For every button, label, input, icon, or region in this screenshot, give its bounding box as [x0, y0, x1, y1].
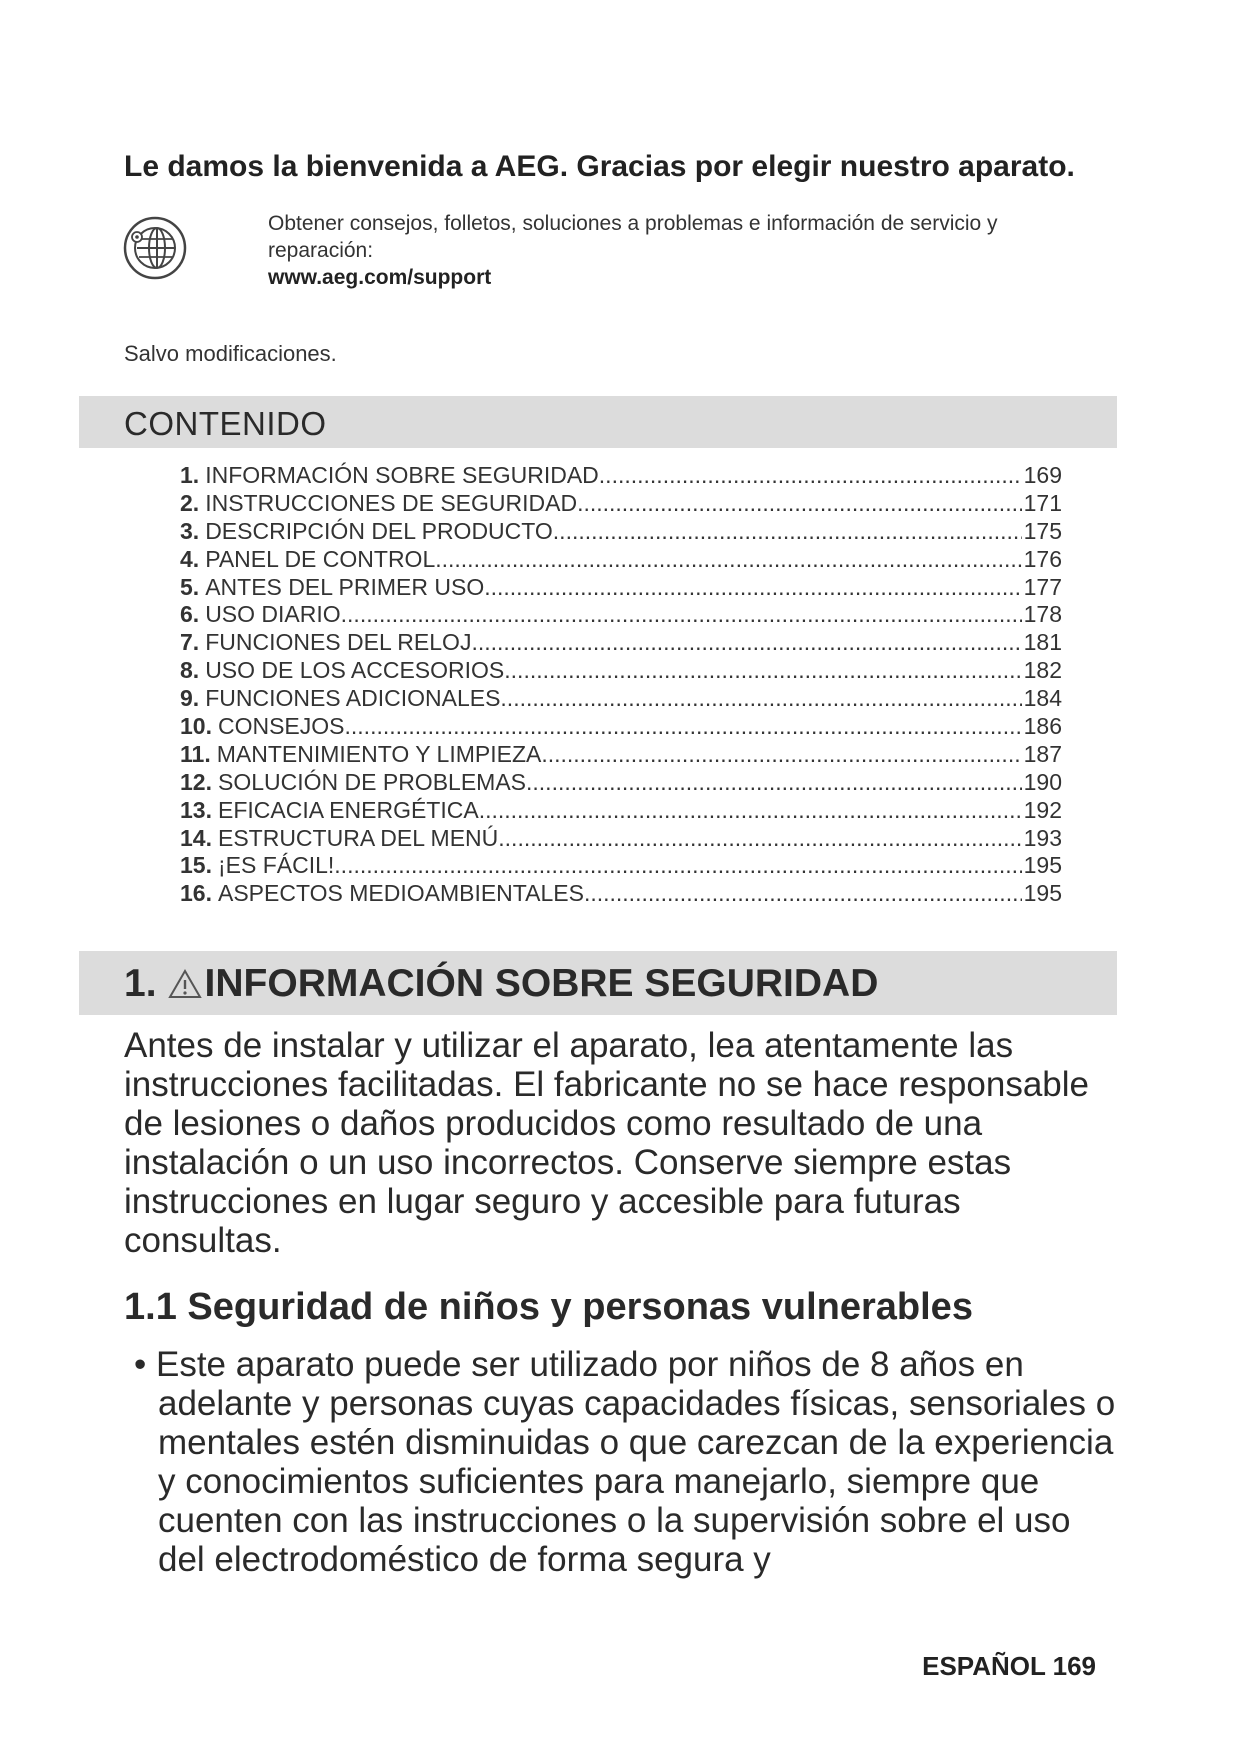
toc-dot-leader — [541, 741, 1021, 769]
toc-item-number: 15. — [180, 852, 212, 879]
toc-item-page: 195 — [1023, 852, 1062, 879]
toc-item-title: EFICACIA ENERGÉTICA — [217, 796, 479, 823]
toc-item-title: SOLUCIÓN DE PROBLEMAS — [217, 768, 527, 795]
support-text: Obtener consejos, folletos, soluciones a problemas e información de servicio y reparación: — [268, 212, 998, 262]
globe-icon — [122, 215, 188, 281]
toc-item-page: 192 — [1023, 796, 1062, 823]
toc-item[interactable] — [180, 713, 1062, 741]
toc-item-page: 186 — [1023, 713, 1062, 740]
toc-item-number: 5. — [180, 573, 200, 600]
toc-item-title: FUNCIONES DEL RELOJ — [205, 629, 472, 656]
toc-dot-leader — [577, 490, 1022, 518]
toc-item-number: 11. — [180, 740, 211, 767]
welcome-heading: Le damos la bienvenida a AEG. Gracias por elegir nuestro aparato. — [124, 150, 1075, 183]
toc-item[interactable] — [180, 629, 1062, 657]
toc-dot-leader — [345, 713, 1022, 741]
toc-item-title: MANTENIMIENTO Y LIMPIEZA — [216, 740, 542, 767]
toc-dot-leader — [341, 601, 1022, 629]
table-of-contents — [180, 462, 1062, 908]
toc-dot-leader — [526, 769, 1022, 797]
toc-item[interactable] — [180, 518, 1062, 546]
toc-dot-leader — [504, 657, 1021, 685]
toc-item-page: 187 — [1023, 740, 1062, 767]
toc-item-number: 10. — [180, 713, 212, 740]
toc-item-title: PANEL DE CONTROL — [205, 545, 436, 572]
toc-item-title: DESCRIPCIÓN DEL PRODUCTO — [205, 517, 553, 544]
warning-triangle-icon — [167, 968, 203, 1000]
toc-item-number: 16. — [180, 880, 212, 907]
section-heading — [124, 962, 878, 1006]
toc-item[interactable] — [180, 462, 1062, 490]
toc-item-number: 9. — [180, 685, 200, 712]
toc-item-title: USO DIARIO — [205, 601, 341, 628]
bullet-item: • Este aparato puede ser utilizado por niños de 8 años en adelante y personas cuyas capacidades físicas, sensoriales o mentales estén disminuidas o que carezcan de la experiencia y conocimientos suficientes para manejarlo, siempre que cuenten con las instrucciones o la supervisión sobre el uso del electrodoméstico de forma segura y — [134, 1345, 1116, 1579]
toc-item-page: 184 — [1023, 685, 1062, 712]
modifications-note: Salvo modificaciones. — [124, 341, 337, 366]
section-title: INFORMACIÓN SOBRE SEGURIDAD — [204, 962, 879, 1005]
toc-item-page: 169 — [1023, 462, 1062, 488]
toc-item[interactable] — [180, 546, 1062, 574]
toc-item-title: INSTRUCCIONES DE SEGURIDAD — [205, 489, 578, 516]
toc-dot-leader — [435, 546, 1021, 574]
toc-item-page: 176 — [1023, 545, 1062, 572]
toc-title: CONTENIDO — [124, 405, 327, 442]
toc-item-title: FUNCIONES ADICIONALES — [205, 685, 501, 712]
toc-item[interactable] — [180, 797, 1062, 825]
toc-item[interactable] — [180, 880, 1062, 908]
toc-item-number: 1. — [180, 462, 200, 488]
toc-item-title: ¡ES FÁCIL! — [217, 852, 335, 879]
toc-item-title: CONSEJOS — [217, 713, 345, 740]
toc-item-title: ESTRUCTURA DEL MENÚ — [217, 824, 499, 851]
toc-item-title: INFORMACIÓN SOBRE SEGURIDAD — [205, 462, 599, 488]
toc-item[interactable] — [180, 825, 1062, 853]
toc-item-number: 14. — [180, 824, 212, 851]
toc-item-title: USO DE LOS ACCESORIOS — [205, 657, 505, 684]
toc-item-number: 3. — [180, 517, 200, 544]
section-number: 1. — [124, 962, 157, 1005]
toc-dot-leader — [599, 462, 1022, 490]
toc-item-number: 8. — [180, 657, 200, 684]
toc-item[interactable] — [180, 490, 1062, 518]
toc-item-page: 193 — [1023, 824, 1062, 851]
support-info — [268, 210, 1088, 291]
toc-dot-leader — [471, 629, 1021, 657]
toc-item[interactable] — [180, 685, 1062, 713]
toc-item-number: 6. — [180, 601, 200, 628]
toc-item-title: ANTES DEL PRIMER USO — [205, 573, 485, 600]
page-footer: ESPAÑOL 169 — [922, 1651, 1096, 1681]
toc-item[interactable] — [180, 657, 1062, 685]
toc-item-number: 2. — [180, 489, 200, 516]
support-link[interactable]: www.aeg.com/support — [268, 266, 492, 289]
toc-item-page: 190 — [1023, 768, 1062, 795]
toc-dot-leader — [553, 518, 1022, 546]
toc-item-page: 195 — [1023, 880, 1062, 907]
toc-item[interactable] — [180, 601, 1062, 629]
toc-dot-leader — [498, 825, 1021, 853]
toc-item[interactable] — [180, 574, 1062, 602]
toc-dot-leader — [479, 797, 1022, 825]
toc-item[interactable] — [180, 852, 1062, 880]
toc-item[interactable] — [180, 769, 1062, 797]
toc-dot-leader — [500, 685, 1021, 713]
toc-item[interactable] — [180, 741, 1062, 769]
toc-item-page: 181 — [1023, 629, 1062, 656]
toc-item-page: 177 — [1023, 573, 1062, 600]
toc-dot-leader — [584, 880, 1022, 908]
toc-item-title: ASPECTOS MEDIOAMBIENTALES — [217, 880, 584, 907]
section-intro-paragraph: Antes de instalar y utilizar el aparato, lea atentamente las instrucciones facilitadas. El fabricante no se hace responsable de lesiones o daños producidos como resultado de una instalación o un uso incorrectos. Conserve siempre estas instrucciones en lugar seguro y accesible para futuras consultas. — [124, 1026, 1089, 1260]
toc-item-page: 178 — [1023, 601, 1062, 628]
toc-dot-leader — [484, 574, 1021, 602]
subsection-title: 1.1 Seguridad de niños y personas vulnerables — [124, 1286, 973, 1328]
toc-item-page: 182 — [1023, 657, 1062, 684]
toc-item-page: 171 — [1023, 489, 1062, 516]
toc-item-page: 175 — [1023, 517, 1062, 544]
toc-item-number: 12. — [180, 768, 212, 795]
toc-item-number: 13. — [180, 796, 212, 823]
toc-item-number: 4. — [180, 545, 200, 572]
toc-dot-leader — [334, 852, 1021, 880]
toc-item-number: 7. — [180, 629, 200, 656]
